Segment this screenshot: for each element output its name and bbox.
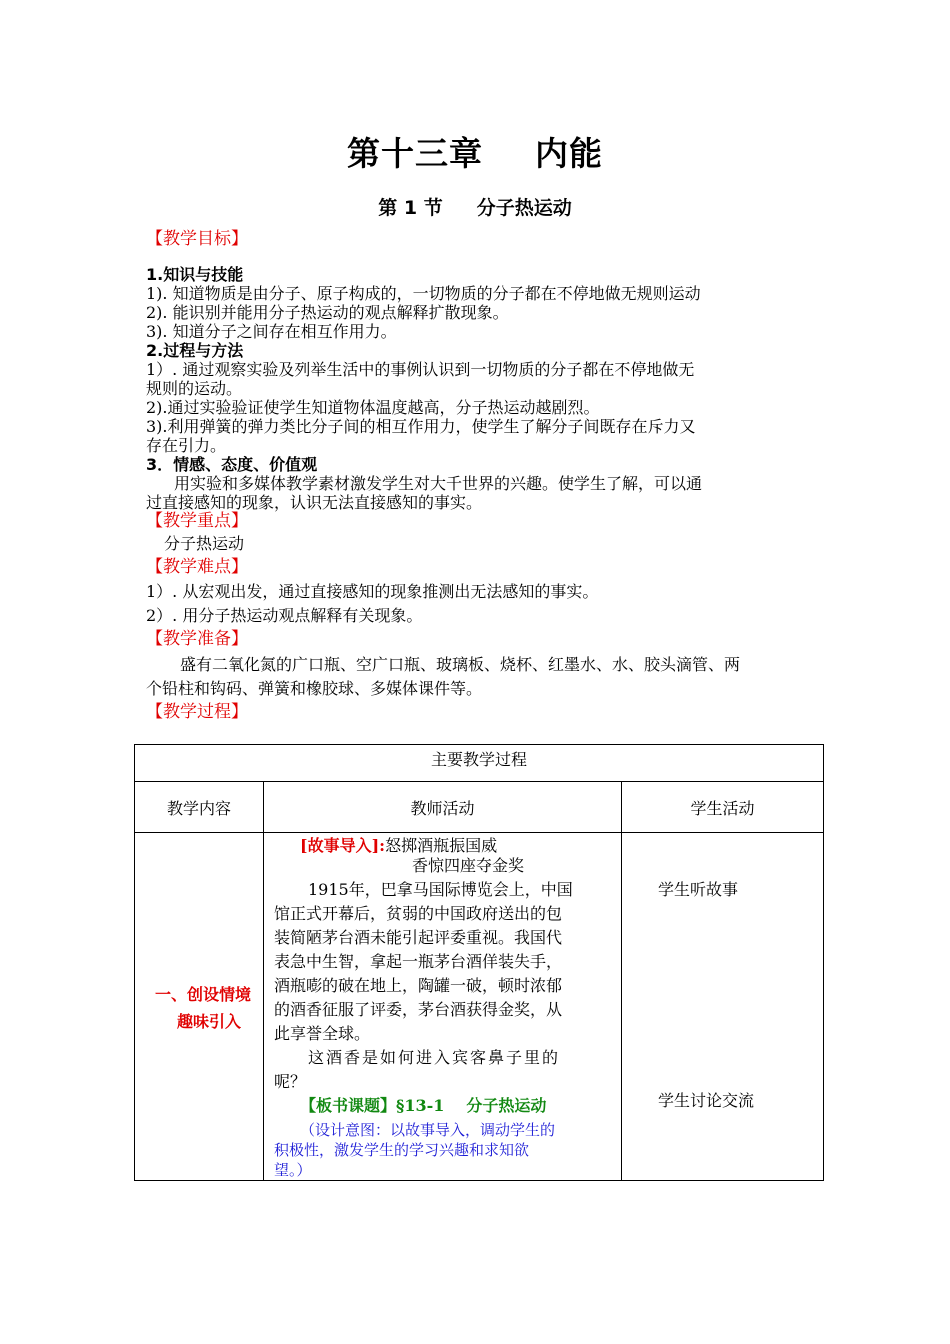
knowledge-item-3: 3). 知道分子之间存在相互作用力。: [146, 322, 397, 341]
story-line-7: 此享誉全球。: [274, 1024, 371, 1043]
story-label: [故事导入]:: [300, 836, 386, 855]
lesson-content: [146, 230, 811, 722]
section-name: 分子热运动: [476, 197, 572, 219]
story-line-1: 1915年，巴拿马国际博览会上，中国: [308, 880, 573, 899]
key-point-heading: 【教学重点】: [146, 511, 248, 531]
emotion-heading: 3．情感、态度、价值观: [146, 455, 318, 474]
process-heading: 【教学过程】: [146, 702, 248, 722]
process-item-2: 2).通过实验验证使学生知道物体温度越高，分子热运动越剧烈。: [146, 398, 600, 417]
preparation-text-b: 个铅柱和钩码、弹簧和橡胶球、多媒体课件等。: [146, 679, 483, 698]
knowledge-item-2: 2). 能识别并能用分子热运动的观点解释扩散现象。: [146, 303, 509, 322]
content-line-1: 一、创设情境: [154, 984, 251, 1004]
teaching-process-table: [134, 744, 824, 1181]
board-label: 【板书课题】§13-1: [300, 1096, 445, 1115]
table-title: 主要教学过程: [135, 745, 824, 782]
column-header-content: 教学内容: [135, 782, 264, 833]
story-line-2: 馆正式开幕后，贫弱的中国政府送出的包: [274, 904, 563, 923]
process-item-1b: 规则的运动。: [146, 379, 243, 398]
content-cell: [135, 833, 264, 1181]
chapter-name: 内能: [535, 134, 603, 173]
story-line-4: 表急中生智，拿起一瓶茅台酒佯装失手，: [274, 952, 563, 971]
student-activity-1: 学生听故事: [658, 880, 739, 899]
design-line-2: 积极性，激发学生的学习兴趣和求知欲: [274, 1141, 530, 1159]
preparation-heading: 【教学准备】: [146, 629, 248, 649]
question-line-2: 呢？: [274, 1072, 307, 1091]
story-title-2: 香惊四座夺金奖: [412, 856, 525, 875]
column-header-student: 学生活动: [622, 782, 824, 833]
process-item-1a: 1）. 通过观察实验及列举生活中的事例认识到一切物质的分子都在不停地做无: [146, 360, 695, 379]
story-line-6: 的酒香征服了评委，茅台酒获得金奖，从: [274, 1000, 563, 1019]
objectives-heading: 【教学目标】: [146, 229, 248, 249]
student-activity-2: 学生讨论交流: [658, 1091, 755, 1110]
content-line-2: 趣味引入: [176, 1011, 241, 1031]
preparation-text-a: 盛有二氧化氮的广口瓶、空广口瓶、玻璃板、烧杯、红墨水、水、胶头滴管、两: [180, 655, 741, 674]
teacher-activity-cell: [264, 833, 622, 1181]
chapter-number: 第十三章: [347, 134, 483, 173]
emotion-text-a: 用实验和多媒体教学素材激发学生对大千世界的兴趣。使学生了解，可以通: [174, 474, 703, 493]
difficulty-item-2: 2）. 用分子热运动观点解释有关现象。: [146, 606, 423, 625]
board-title: 分子热运动: [466, 1096, 547, 1115]
emotion-text-b: 过直接感知的现象，认识无法直接感知的事实。: [146, 493, 483, 512]
design-line-1: （设计意图：以故事导入，调动学生的: [300, 1121, 556, 1139]
table-row: [135, 833, 824, 1181]
design-line-3: 望。）: [274, 1161, 312, 1179]
process-method-heading: 2.过程与方法: [146, 341, 244, 360]
student-activity-cell: [622, 833, 824, 1181]
story-line-5: 酒瓶嘭的破在地上，陶罐一破，顿时浓郁: [274, 976, 563, 995]
column-header-teacher: 教师活动: [264, 782, 622, 833]
difficulty-item-1: 1）. 从宏观出发，通过直接感知的现象推测出无法感知的事实。: [146, 582, 599, 601]
story-title-1: 怒掷酒瓶振国威: [385, 836, 498, 855]
key-point-text: 分子热运动: [164, 534, 245, 553]
question-line-1: 这酒香是如何进入宾客鼻子里的: [308, 1048, 561, 1067]
difficulty-heading: 【教学难点】: [146, 557, 248, 577]
section-title: [0, 193, 950, 220]
knowledge-item-1: 1). 知道物质是由分子、原子构成的，一切物质的分子都在不停地做无规则运动: [146, 284, 701, 303]
chapter-title: [0, 128, 950, 175]
process-item-3b: 存在引力。: [146, 436, 227, 455]
process-item-3a: 3).利用弹簧的弹力类比分子间的相互作用力，使学生了解分子间既存在斥力又: [146, 417, 696, 436]
section-number: 第 1 节: [378, 197, 443, 219]
knowledge-heading: 1.知识与技能: [146, 265, 244, 284]
story-line-3: 装简陋茅台酒未能引起评委重视。我国代: [274, 928, 563, 947]
